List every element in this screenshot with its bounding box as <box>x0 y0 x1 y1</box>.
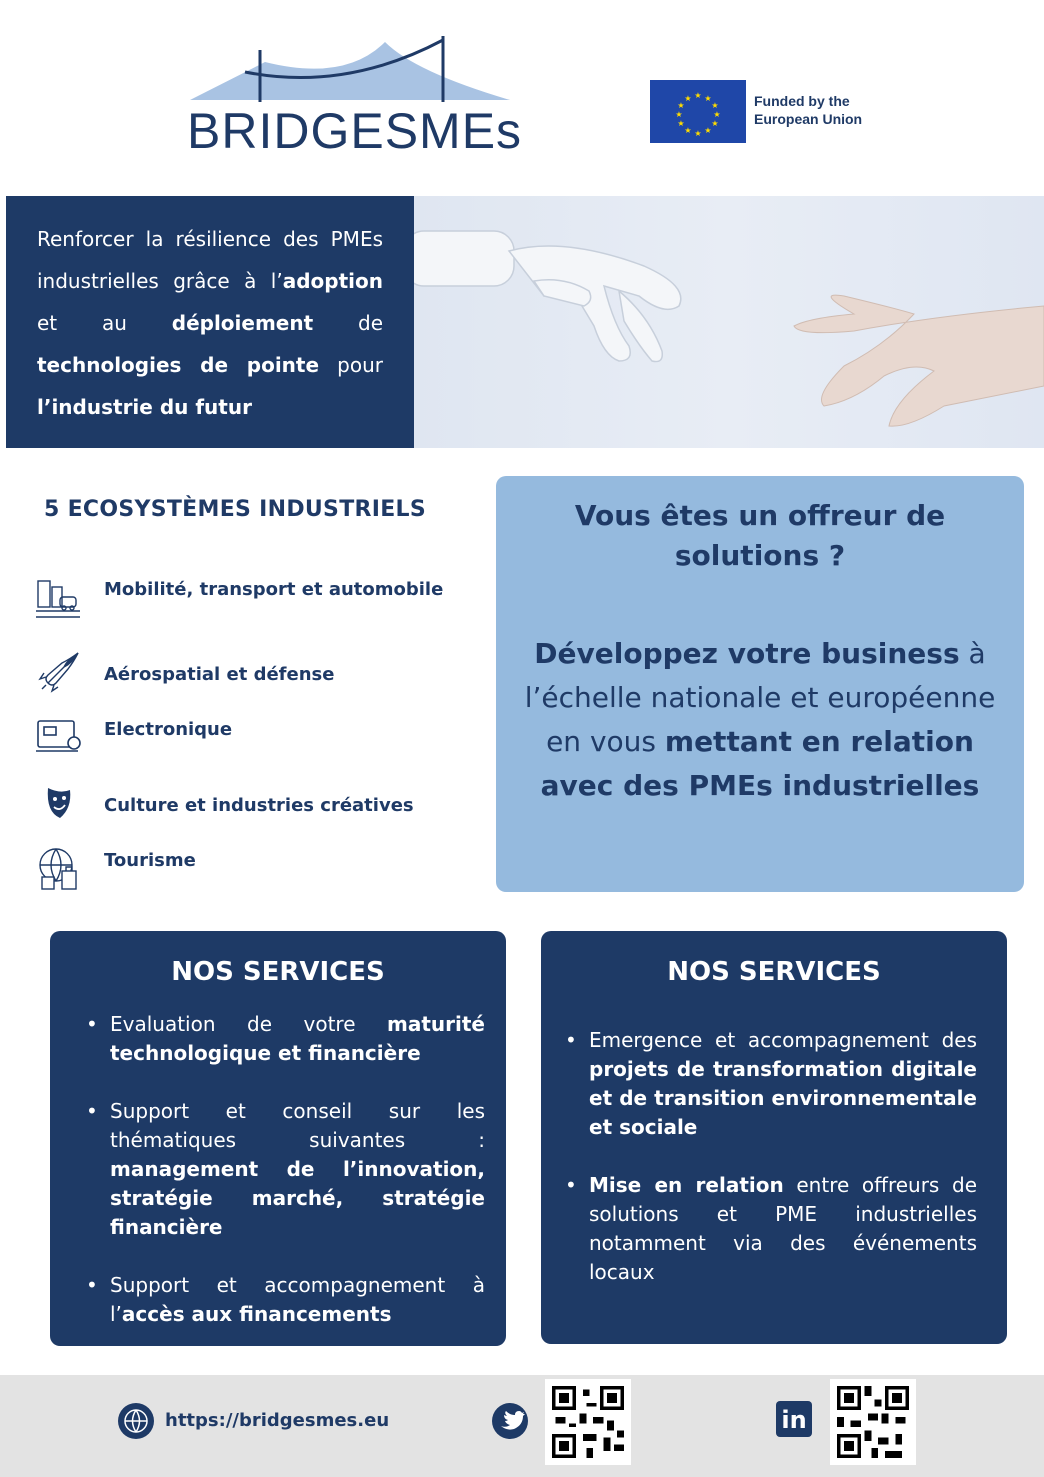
linkedin-icon[interactable]: in <box>776 1401 812 1437</box>
website-link[interactable]: https://bridgesmes.eu <box>165 1410 390 1431</box>
service-bold: Mise en relation <box>589 1173 784 1197</box>
service-item <box>561 1171 977 1287</box>
ecosystem-item <box>34 577 454 627</box>
footer <box>0 1375 1044 1477</box>
ecosystem-label: Aérospatial et défense <box>104 664 335 685</box>
svg-text:★: ★ <box>677 101 685 110</box>
services-panel-left <box>50 931 506 1346</box>
service-text: Evaluation de votre <box>110 1012 388 1036</box>
bridgesmes-logo <box>185 32 523 159</box>
svg-text:★: ★ <box>677 119 685 128</box>
ecosystem-item <box>34 649 454 697</box>
qr-pattern <box>830 1379 916 1465</box>
ecosystems-title: 5 ECOSYSTÈMES INDUSTRIELS <box>44 497 427 522</box>
service-item <box>561 1026 977 1142</box>
city-transport-icon <box>34 577 82 625</box>
svg-text:★: ★ <box>713 110 721 119</box>
eu-funding-line1: Funded by the <box>754 93 850 109</box>
computer-icon <box>34 715 82 763</box>
svg-text:★: ★ <box>694 91 702 100</box>
globe-luggage-icon <box>34 845 82 893</box>
services-title: NOS SERVICES <box>667 957 881 987</box>
offer-bold-part: Développez votre business <box>534 637 960 670</box>
hero-banner <box>6 196 414 448</box>
ecosystem-label: Electronique <box>104 719 233 740</box>
svg-text:★: ★ <box>684 126 692 135</box>
offer-body <box>510 632 1010 808</box>
twitter-bird-glyph <box>492 1403 528 1439</box>
service-text: entre offreurs de solutions et PME industrielles notamment via des événements locaux <box>589 1173 977 1284</box>
eu-funding-text <box>754 92 862 128</box>
service-item <box>82 1271 485 1329</box>
hero-text-part: pour <box>319 353 383 377</box>
hero-text-part: de <box>313 311 384 335</box>
linkedin-qr-code[interactable] <box>830 1379 916 1465</box>
service-item <box>82 1010 485 1068</box>
service-item <box>82 1097 485 1242</box>
logo-text: BRIDGESMEs <box>187 103 523 159</box>
service-bold: accès aux financements <box>121 1302 392 1326</box>
ecosystem-item <box>34 845 454 893</box>
hero-bold-part: l’industrie du futur <box>37 395 252 419</box>
hero-bold-part: adoption <box>282 269 383 293</box>
twitter-qr-code[interactable] <box>545 1379 631 1465</box>
eu-stars <box>650 80 746 143</box>
solution-provider-callout <box>496 476 1024 892</box>
hands-illustration <box>414 196 1044 448</box>
svg-text:★: ★ <box>675 110 683 119</box>
svg-text:★: ★ <box>694 129 702 138</box>
services-list <box>82 1010 485 1329</box>
hero-text-part: Renforcer la résilience des PMEs industrielles grâce à l’ <box>37 227 383 293</box>
svg-text:★: ★ <box>704 94 712 103</box>
eu-funding-line2: European Union <box>754 111 863 127</box>
service-text: Support et accompagnement à l’ <box>110 1273 485 1326</box>
hero-text-part: et au <box>37 311 172 335</box>
qr-pattern <box>545 1379 631 1465</box>
theater-masks-icon <box>34 782 82 830</box>
service-bold: maturité technologique et financière <box>110 1012 485 1065</box>
services-list <box>561 1026 977 1287</box>
offer-text-part: à l’échelle nationale et européenne en vous <box>524 637 996 758</box>
service-bold: management de l’innovation, stratégie marché, stratégie financière <box>110 1157 485 1239</box>
services-title: NOS SERVICES <box>171 957 385 987</box>
services-panel-right <box>541 931 1007 1344</box>
globe-icon <box>118 1403 154 1439</box>
svg-text:★: ★ <box>711 119 719 128</box>
ecosystem-item <box>34 715 454 759</box>
hero-bold-part: technologies de pointe <box>37 353 320 377</box>
twitter-icon[interactable] <box>492 1403 528 1439</box>
hero-tagline <box>37 218 383 428</box>
svg-text:★: ★ <box>711 101 719 110</box>
hero-bold-part: déploiement <box>171 311 314 335</box>
offer-bold-part: mettant en relation avec des PMEs industrielles <box>540 725 980 802</box>
rocket-icon <box>34 649 82 697</box>
offer-question: Vous êtes un offreur de solutions ? <box>574 499 946 572</box>
ecosystem-item <box>34 782 454 826</box>
ecosystem-label: Culture et industries créatives <box>104 795 414 816</box>
bridge-graphic <box>185 32 515 112</box>
eu-flag-icon <box>650 80 746 143</box>
service-text: Support et conseil sur les thématiques suivantes : <box>110 1099 485 1152</box>
ecosystem-label: Tourisme <box>104 850 196 871</box>
ecosystem-label: Mobilité, transport et automobile <box>104 579 444 600</box>
service-text: Emergence et accompagnement des <box>589 1028 977 1052</box>
robot-human-hands-image <box>414 196 1044 448</box>
svg-text:★: ★ <box>684 94 692 103</box>
service-bold: projets de transformation digitale et de transition environnementale et sociale <box>589 1057 977 1139</box>
svg-text:★: ★ <box>704 126 712 135</box>
